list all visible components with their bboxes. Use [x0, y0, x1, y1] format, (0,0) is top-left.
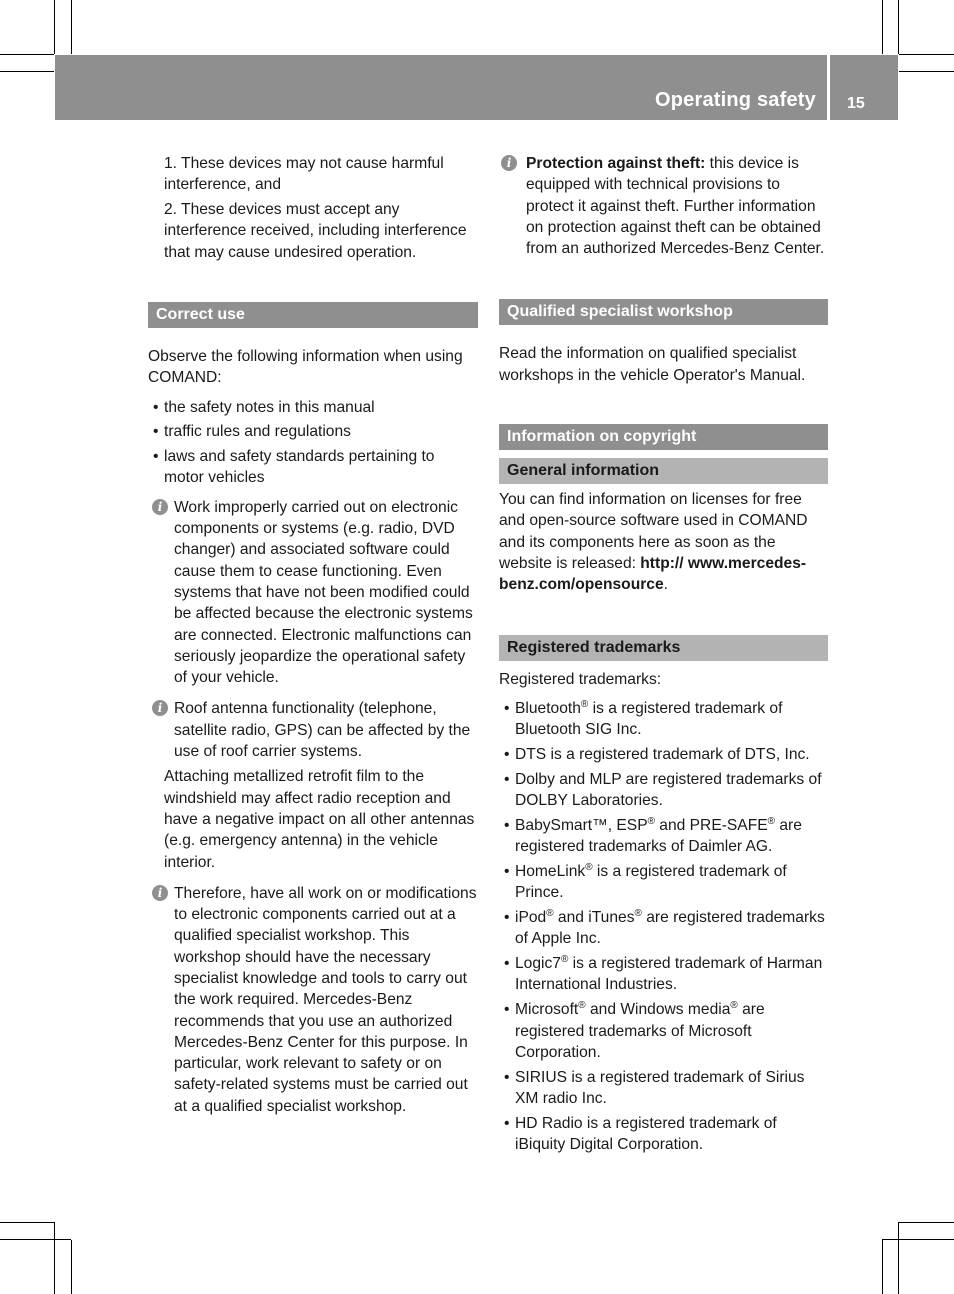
crop-mark — [882, 0, 883, 54]
trademarks-heading: Registered trademarks — [499, 635, 828, 661]
crop-mark — [899, 1222, 954, 1223]
workshop-text: Read the information on qualified specialist workshops in the vehicle Operator's Manual. — [499, 345, 806, 384]
list-item: • laws and safety standards pertaining to motor vehicles — [153, 448, 435, 487]
page-number: 15 — [847, 95, 865, 112]
info-note — [148, 497, 478, 689]
bullet: • — [153, 448, 159, 466]
page-header — [55, 55, 898, 120]
list-item: • SIRIUS is a registered trademark of Sirius XM radio Inc. — [504, 1068, 805, 1107]
theft-note — [499, 153, 829, 259]
crop-mark — [54, 1222, 55, 1294]
section-title: Operating safety — [654, 89, 816, 111]
list-item: • Microsoft® and Windows media® are registered trademarks of Microsoft Corporation. — [504, 1000, 765, 1061]
intro-item: 2. These devices must accept any interference received, including interference that may cause undesired operation. — [164, 201, 467, 261]
info-note — [148, 883, 478, 1117]
bullet: • — [153, 423, 159, 441]
crop-mark — [882, 1239, 954, 1240]
list-item: • BabySmart™, ESP® and PRE-SAFE® are registered trademarks of Daimler AG. — [504, 815, 802, 856]
correct-use-heading: Correct use — [148, 302, 478, 328]
workshop-heading: Qualified specialist workshop — [499, 299, 828, 325]
right-column — [499, 153, 829, 1159]
info-icon: i — [501, 155, 517, 171]
left-column — [148, 153, 478, 1117]
list-item: • HomeLink® is a registered trademark of Prince. — [504, 861, 787, 902]
crop-mark — [898, 0, 899, 54]
crop-mark — [898, 1222, 899, 1294]
list-item: • DTS is a registered trademark of DTS, Inc. — [504, 745, 810, 763]
crop-mark — [882, 1240, 883, 1294]
info-text: Work improperly carried out on electronic components or systems (e.g. radio, DVD changer) and associated software could cause them to cease functioning. Even systems that have not been modified could be affected because the electronic systems are connected. Electronic malfunctions can seriously jeopardize the operational safety of your vehicle. — [174, 498, 473, 687]
info-icon: i — [152, 885, 168, 901]
copyright-heading: Information on copyright — [499, 424, 828, 450]
opensource-link[interactable]: http:// www.mercedes-benz.com/opensource — [499, 554, 807, 594]
list-item: • Logic7® is a registered trademark of Harman International Industries. — [504, 954, 823, 994]
crop-mark — [0, 71, 54, 72]
info-icon: i — [152, 499, 168, 515]
theft-text: this device is equipped with technical provisions to protect it against theft. Further information on protection against theft can be obtained from an authorized Mercedes-Benz Center. — [526, 155, 825, 258]
crop-mark — [71, 1240, 72, 1294]
trademarks-intro: Registered trademarks: — [499, 670, 662, 688]
list-item: • Dolby and MLP are registered trademarks of DOLBY Laboratories. — [504, 770, 822, 810]
info-note — [148, 698, 478, 762]
crop-mark — [899, 71, 954, 72]
list-item: • Bluetooth® is a registered trademark of Bluetooth SIG Inc. — [504, 698, 783, 739]
theft-label: Protection against theft: — [526, 155, 706, 172]
list-item: • HD Radio is a registered trademark of iBiquity Digital Corporation. — [504, 1114, 777, 1153]
crop-mark — [0, 1222, 54, 1223]
list-item: • iPod® and iTunes® are registered trademarks of Apple Inc. — [504, 908, 825, 948]
header-divider — [827, 55, 830, 120]
list-item: • traffic rules and regulations — [148, 421, 478, 442]
crop-mark — [0, 1239, 71, 1240]
crop-mark — [71, 0, 72, 54]
bullet: • — [153, 398, 159, 416]
crop-mark — [0, 54, 54, 55]
copyright-text: You can find information on licenses for free and open-source software used in COMAND and its components here as soon as the website is released: http:// www.mercedes-benz.com/opensource. — [499, 491, 808, 594]
crop-mark — [899, 54, 954, 55]
list-item: • the safety notes in this manual — [148, 397, 478, 418]
correct-use-intro: Observe the following information when using COMAND: — [148, 347, 463, 387]
general-info-heading: General information — [499, 458, 828, 484]
info-icon: i — [152, 700, 168, 716]
info-text: Therefore, have all work on or modifications to electronic components carried out at a qualified specialist workshop. This workshop should have the necessary specialist knowledge and tools to carry out the work required. Mercedes-Benz recommends that you use an authorized Mercedes-Benz Center for this purpose. In particular, work relevant to safety or on safety-related systems must be carried out at a qualified specialist workshop. — [174, 884, 477, 1115]
info-continuation: Attaching metallized retrofit film to the windshield may affect radio reception and have a negative impact on all other antennas (e.g. emergency antenna) in the vehicle interior. — [164, 768, 475, 871]
intro-item: 1. These devices may not cause harmful interference, and — [164, 155, 444, 194]
crop-mark — [54, 0, 55, 54]
info-text: Roof antenna functionality (telephone, satellite radio, GPS) can be affected by the use of roof carrier systems. — [174, 700, 471, 761]
